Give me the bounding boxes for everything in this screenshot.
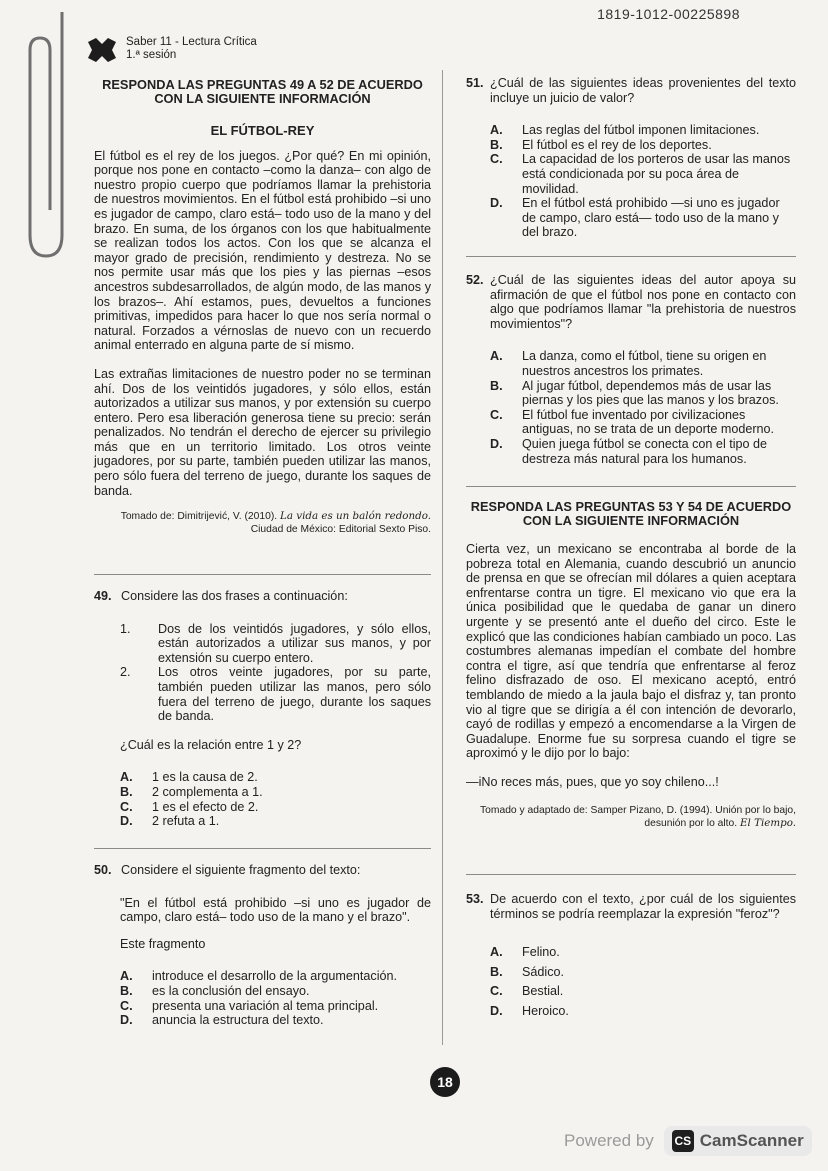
story-paragraph: Cierta vez, un mexicano se encontraba al borde de la pobreza total en Alemania, cuando descubrió un anuncio de prensa en que se ofrecían mil dólares a quien aceptara enfrentarse contra un tigre. El mexicano vio que era la única posibilidad que le quedaba de ganar un dinero urgente y se presentó ante el dueño del circo. Este le explicó que las condiciones habían cambiado un poco. Las costumbres alemanas impedían el combate del hombre contra el tigre, así que tendría que enfrentarse al feroz felino disfrazado de oso. El mexicano aceptó, entró temblando de miedo a la jaula bajo el disfraz y, tan pronto vio al tigre que se dirigía a él con intención de devorarlo, cayó de rodillas y empezó a encomendarse a la Virgen de Guadalupe. Enorme fue su sorpresa cuando el tigre se aproximó y le dijo por lo bajo: bbox=[466, 542, 796, 761]
statement-list bbox=[120, 622, 431, 724]
question-prompt: ¿Cuál es la relación entre 1 y 2? bbox=[120, 737, 302, 752]
question-stem: Considere las dos frases a continuación: bbox=[121, 589, 348, 603]
question-stem: ¿Cuál de las siguientes ideas provenientes del texto incluye un juicio de valor? bbox=[490, 76, 796, 105]
article-title: EL FÚTBOL-REY bbox=[210, 123, 315, 138]
option-c[interactable]: C. presenta una variación al tema principal. bbox=[120, 998, 379, 1013]
option-d[interactable]: D. En el fútbol está prohibido —si uno es jugador de campo, claro está— todo uso de la mano y del brazo. bbox=[490, 196, 780, 240]
divider bbox=[466, 874, 796, 875]
exam-header bbox=[86, 36, 257, 64]
option-c[interactable]: C. 1 es el efecto de 2. bbox=[120, 799, 259, 814]
story-source: Tomado y adaptado de: Samper Pizano, D. (1994). Unión por lo bajo, desunión por lo alto. El Tiempo. bbox=[480, 804, 796, 829]
question-49 bbox=[94, 589, 431, 829]
icfes-logo-icon bbox=[86, 36, 118, 64]
option-b[interactable]: B. El fútbol es el rey de los deportes. bbox=[490, 137, 712, 152]
powered-by-label: Powered by bbox=[564, 1131, 654, 1150]
question-number: 53. bbox=[466, 892, 484, 906]
option-a[interactable]: A. La danza, como el fútbol, tiene su origen en nuestros ancestros los primates. bbox=[490, 349, 767, 378]
camscanner-brand: CamScanner bbox=[699, 1131, 804, 1150]
camscanner-icon: CS bbox=[672, 1130, 694, 1152]
scanner-watermark bbox=[564, 1126, 812, 1156]
question-52 bbox=[466, 273, 796, 466]
statement-item: 1. Dos de los veintidós jugadores, y sólo ellos, están autorizados a utilizar sus manos, y por extensión su cuerpo entero. bbox=[120, 621, 431, 665]
answer-options bbox=[490, 123, 796, 240]
option-a[interactable]: A. Felino. bbox=[490, 945, 560, 960]
option-d[interactable]: D. Quien juega fútbol se conecta con el tipo de destreza más natural para los humanos. bbox=[490, 436, 768, 466]
option-a[interactable]: A. Las reglas del fútbol imponen limitaciones. bbox=[490, 123, 760, 138]
option-b[interactable]: B. es la conclusión del ensayo. bbox=[120, 983, 310, 998]
instruction-heading: RESPONDA LAS PREGUNTAS 49 A 52 DE ACUERDO CON LA SIGUIENTE INFORMACIÓN bbox=[102, 77, 423, 106]
exam-name: Saber 11 - Lectura Crítica bbox=[126, 36, 257, 48]
option-b[interactable]: B. Al jugar fútbol, dependemos más de usar las piernas y los pies que las manos y los brazos. bbox=[490, 378, 779, 408]
divider bbox=[466, 256, 796, 257]
answer-options bbox=[120, 770, 431, 828]
column-divider bbox=[442, 70, 443, 1045]
instruction-heading: RESPONDA LAS PREGUNTAS 53 Y 54 DE ACUERDO CON LA SIGUIENTE INFORMACIÓN bbox=[470, 499, 792, 528]
option-c[interactable]: C. Bestial. bbox=[490, 984, 564, 999]
article-paragraph-2: Las extrañas limitaciones de nuestro poder no se terminan ahí. Dos de los veintidós jugadores, y sólo ellos, están autorizados a utilizar sus manos, y por extensión su cuerpo entero. Pero esa liberación generosa tiene su precio: serán penalizados. No tendrán el derecho de ejercer su privilegio más que en un territorio limitado. Los otros veinte jugadores, por su parte, también pueden utilizar las manos, pero sólo fuera del terreno de juego, durante los saques de banda. bbox=[94, 366, 431, 498]
option-a[interactable]: A. introduce el desarrollo de la argumentación. bbox=[120, 969, 398, 984]
question-stem: ¿Cuál de las siguientes ideas del autor apoya su afirmación de que el fútbol nos pone en contacto con algo que podríamos llamar "la prehistoria de nuestros movimientos"? bbox=[490, 273, 796, 331]
session-label: 1.ª sesión bbox=[126, 49, 177, 61]
left-column bbox=[94, 78, 431, 536]
divider bbox=[466, 486, 796, 487]
question-number: 51. bbox=[466, 76, 484, 90]
answer-options bbox=[490, 349, 796, 466]
article-source: Tomado de: Dimitrijević, V. (2010). La vida es un balón redondo. Ciudad de México: Editorial Sexto Piso. bbox=[120, 510, 431, 536]
question-51 bbox=[466, 76, 796, 240]
question-53 bbox=[466, 892, 796, 1021]
option-d[interactable]: D. 2 refuta a 1. bbox=[120, 814, 220, 829]
paper-clip-icon bbox=[22, 10, 68, 260]
option-c[interactable]: C. El fútbol fue inventado por civilizaciones antiguas, no se trata de un deporte moderno. bbox=[490, 407, 775, 437]
question-50 bbox=[94, 863, 431, 1028]
page-number: 18 bbox=[430, 1067, 460, 1097]
divider bbox=[94, 848, 431, 849]
question-prompt: Este fragmento bbox=[120, 936, 206, 951]
option-b[interactable]: B. Sádico. bbox=[490, 964, 565, 979]
question-stem: De acuerdo con el texto, ¿por cuál de los siguientes términos se podría reemplazar la expresión "feroz"? bbox=[490, 892, 796, 921]
option-a[interactable]: A. 1 es la causa de 2. bbox=[120, 770, 258, 785]
option-c[interactable]: C. La capacidad de los porteros de usar las manos está condicionada por su poca área de movilidad. bbox=[490, 152, 791, 196]
option-d[interactable]: D. Heroico. bbox=[490, 1003, 569, 1018]
option-b[interactable]: B. 2 complementa a 1. bbox=[120, 784, 263, 799]
divider bbox=[94, 574, 431, 575]
camscanner-badge bbox=[664, 1126, 812, 1156]
story-section bbox=[466, 500, 796, 830]
answer-options bbox=[490, 943, 796, 1021]
question-number: 52. bbox=[466, 273, 484, 287]
question-number: 50. bbox=[94, 863, 112, 877]
question-number: 49. bbox=[94, 589, 112, 603]
document-code: 1819-1012-00225898 bbox=[597, 6, 740, 22]
question-stem: Considere el siguiente fragmento del texto: bbox=[121, 863, 361, 877]
story-dialog: —iNo reces más, pues, que yo soy chileno...! bbox=[466, 774, 719, 789]
quoted-fragment: "En el fútbol está prohibido –si uno es jugador de campo, claro está– todo uso de la mano y el brazo". bbox=[120, 895, 431, 925]
article-paragraph-1: El fútbol es el rey de los juegos. ¿Por qué? En mi opinión, porque nos pone en contacto –como la danza– con algo de nuestro propio cuerpo que podríamos llamar la prehistoria de nuestros movimientos. En el fútbol está prohibido –si uno es jugador de campo, claro está– todo uso de la mano y del brazo. En suma, de los órganos con los que habitualmente se realizan todos los actos. Con los que se alcanza el mayor grado de precisión, rendimiento y destreza. No se nos permite usar más que los pies y las piernas –esos ancestros subdesarrollados, de algún modo, de las manos y los brazos–. Ahí estamos, pues, devueltos a funciones primitivas, impedidos para hacer lo que nos sería normal o natural. Forzados a vérnoslas de nuevo con un recuerdo animal enterrado en alguna parte de sí mismo. bbox=[94, 148, 431, 353]
statement-item: 2. Los otros veinte jugadores, por su parte, también pueden utilizar las manos, pero sólo fuera del terreno de juego, durante los saques de banda. bbox=[120, 665, 431, 724]
answer-options bbox=[120, 969, 431, 1027]
option-d[interactable]: D. anuncia la estructura del texto. bbox=[120, 1013, 324, 1028]
